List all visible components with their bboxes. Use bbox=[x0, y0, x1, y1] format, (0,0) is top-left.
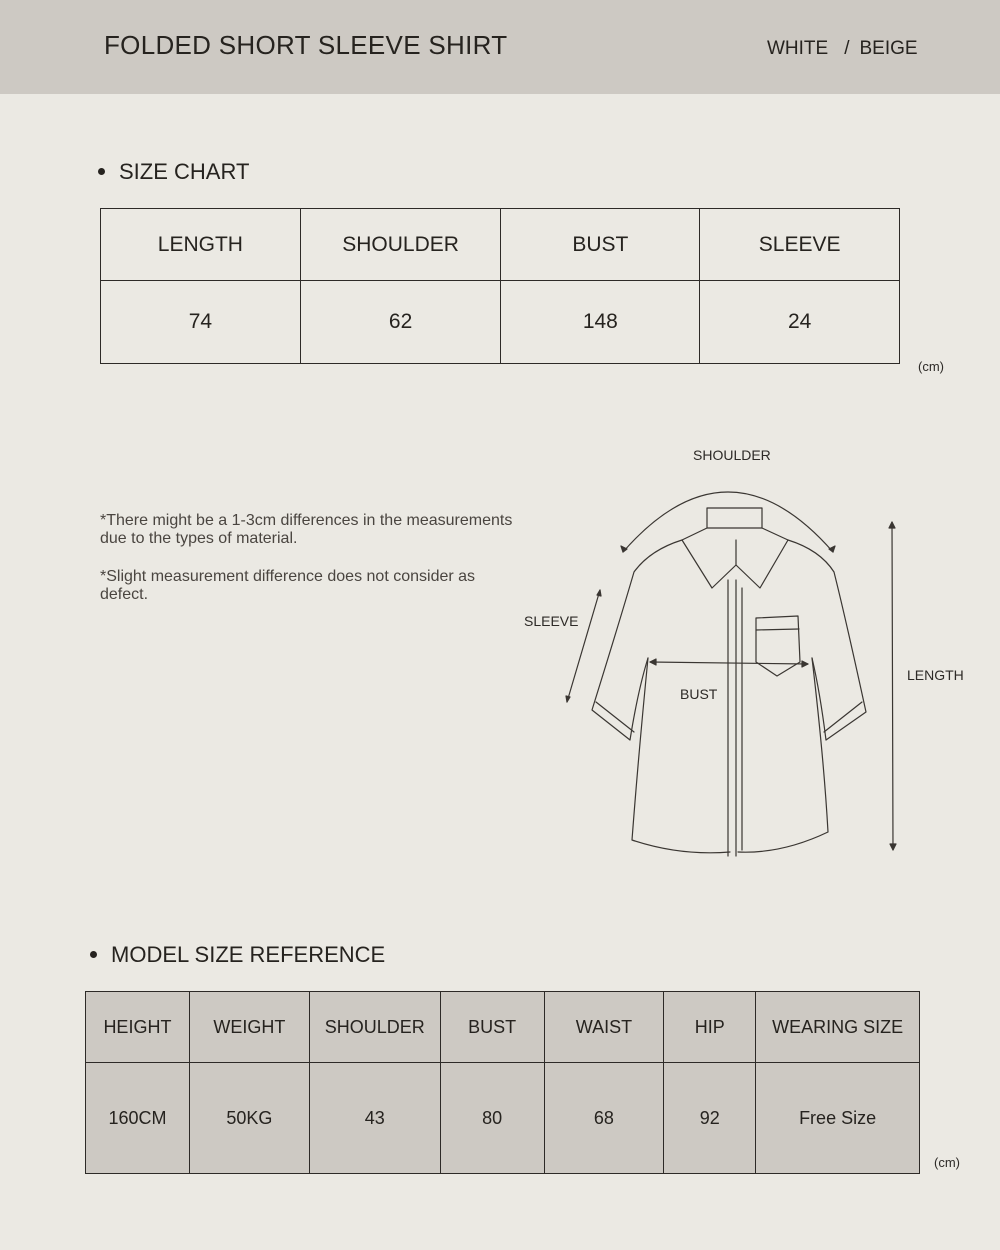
size-chart-unit: (cm) bbox=[918, 359, 944, 374]
column-header: WAIST bbox=[544, 992, 664, 1063]
diagram-label-length: LENGTH bbox=[907, 667, 964, 683]
column-header: SHOULDER bbox=[300, 209, 501, 281]
model-size-heading bbox=[90, 942, 385, 968]
diagram-label-shoulder: SHOULDER bbox=[693, 447, 771, 463]
column-header: HEIGHT bbox=[86, 992, 190, 1063]
bullet-icon bbox=[98, 168, 105, 175]
note-material: *There might be a 1-3cm differences in the measurements due to the types of material. bbox=[100, 512, 513, 547]
header-band bbox=[0, 0, 1000, 94]
column-header: WEIGHT bbox=[189, 992, 309, 1063]
table-cell: 62 bbox=[300, 281, 501, 364]
table-cell: 24 bbox=[700, 281, 900, 364]
table-row bbox=[101, 281, 900, 364]
column-header: BUST bbox=[501, 209, 700, 281]
size-chart-heading bbox=[98, 159, 249, 185]
table-cell: 92 bbox=[664, 1063, 756, 1174]
bullet-icon bbox=[90, 951, 97, 958]
column-header: SLEEVE bbox=[700, 209, 900, 281]
table-cell: 74 bbox=[101, 281, 301, 364]
column-header: BUST bbox=[440, 992, 544, 1063]
column-header: SHOULDER bbox=[309, 992, 440, 1063]
size-chart-table bbox=[100, 208, 900, 364]
table-cell: 80 bbox=[440, 1063, 544, 1174]
shirt-diagram bbox=[520, 440, 980, 870]
diagram-label-bust: BUST bbox=[680, 686, 718, 702]
table-cell: 50KG bbox=[189, 1063, 309, 1174]
color-options bbox=[767, 38, 918, 60]
table-cell: 43 bbox=[309, 1063, 440, 1174]
color-option-beige: BEIGE bbox=[859, 38, 918, 59]
product-title: FOLDED SHORT SLEEVE SHIRT bbox=[104, 30, 508, 60]
column-header: HIP bbox=[664, 992, 756, 1063]
table-cell: 148 bbox=[501, 281, 700, 364]
model-size-table bbox=[85, 991, 920, 1174]
model-size-title: MODEL SIZE REFERENCE bbox=[111, 942, 386, 967]
table-row bbox=[86, 1063, 920, 1174]
table-cell: 68 bbox=[544, 1063, 664, 1174]
table-header-row bbox=[86, 992, 920, 1063]
diagram-label-sleeve: SLEEVE bbox=[524, 613, 579, 629]
size-chart-title: SIZE CHART bbox=[119, 159, 250, 184]
column-header: LENGTH bbox=[101, 209, 301, 281]
model-size-unit: (cm) bbox=[934, 1155, 960, 1170]
table-cell: Free Size bbox=[756, 1063, 920, 1174]
table-cell: 160CM bbox=[86, 1063, 190, 1174]
shirt-outline-icon bbox=[520, 440, 980, 870]
note-defect: *Slight measurement difference does not consider as defect. bbox=[100, 568, 476, 603]
color-option-white: WHITE bbox=[767, 38, 829, 59]
color-separator: / bbox=[844, 38, 850, 59]
table-header-row bbox=[101, 209, 900, 281]
column-header: WEARING SIZE bbox=[756, 992, 920, 1063]
